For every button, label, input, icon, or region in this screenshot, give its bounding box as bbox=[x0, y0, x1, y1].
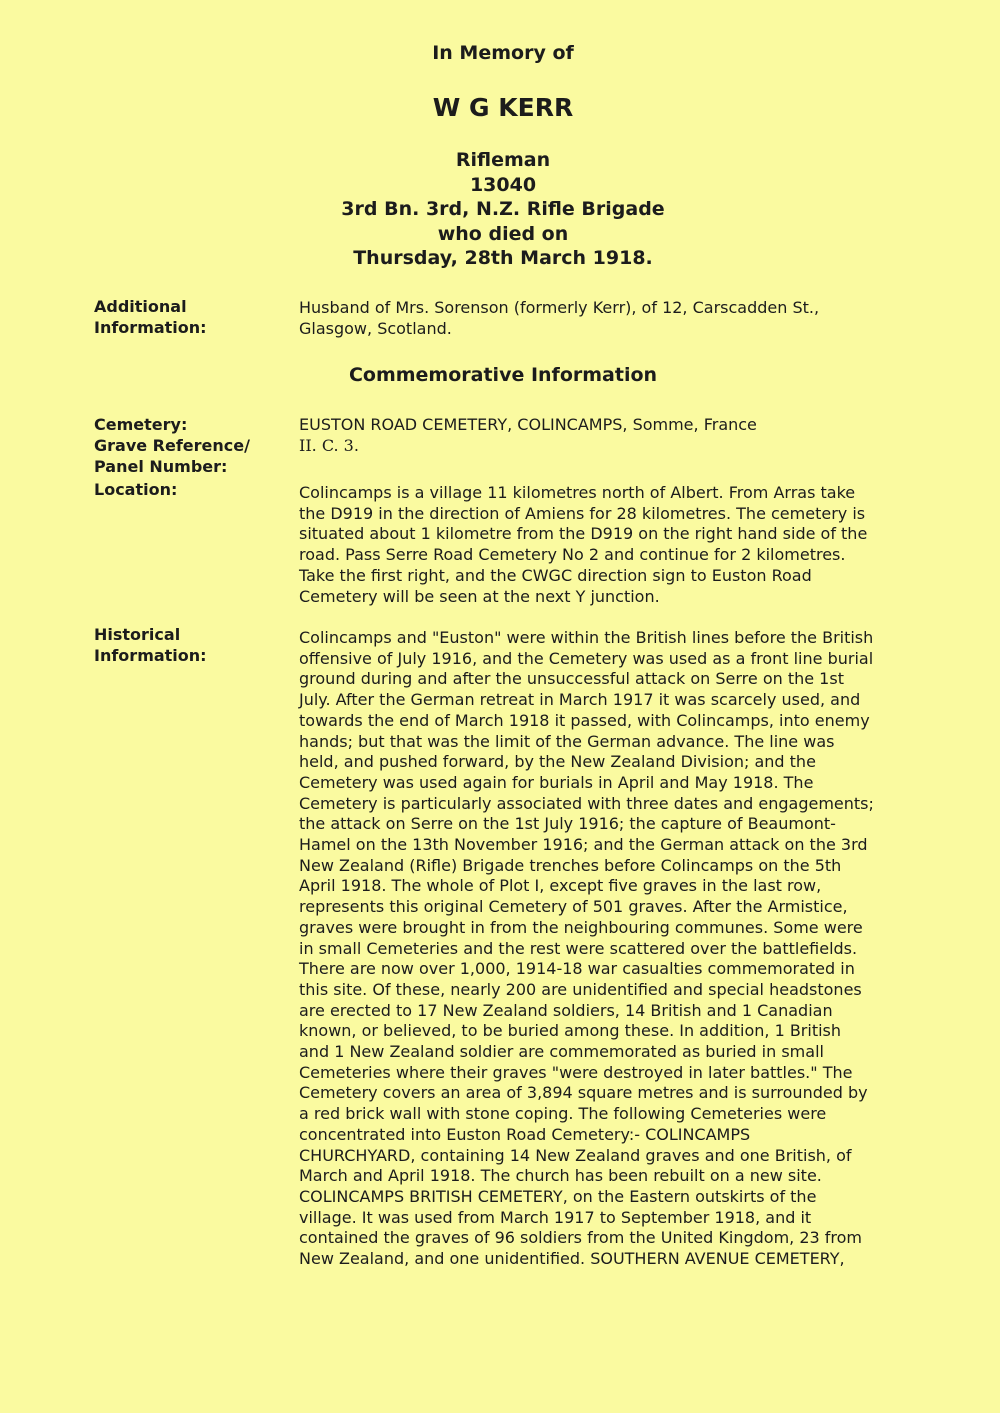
service-number: 13040 bbox=[469, 173, 537, 196]
historical-label-line: Historical bbox=[94, 625, 181, 644]
grave-label-line: Panel Number: bbox=[94, 457, 228, 476]
additional-text-line: Husband of Mrs. Sorenson (formerly Kerr), of 12, Carscadden St., bbox=[299, 298, 820, 317]
additional-label-line: Additional bbox=[94, 297, 187, 316]
historical-line: April 1918. The whole of Plot I, except five graves in the last row, bbox=[299, 876, 822, 896]
historical-information-label bbox=[94, 624, 284, 666]
historical-line: a red brick wall with stone coping. The following Cemeteries were bbox=[299, 1104, 827, 1124]
grave-label-line: Grave Reference/ bbox=[94, 436, 250, 455]
historical-line: are erected to 17 New Zealand soldiers, 14 British and 1 Canadian bbox=[299, 1000, 833, 1020]
historical-line: hands; but that was the limit of the German advance. The line was bbox=[299, 731, 835, 751]
historical-line: the attack on Serre on the 1st July 1916; the capture of Beaumont- bbox=[299, 814, 836, 834]
location-line: the D919 in the direction of Amiens for 28 kilometres. The cemetery is bbox=[299, 503, 866, 523]
additional-information-label bbox=[94, 296, 284, 338]
historical-line: ground during and after the unsuccessful attack on Serre on the 1st bbox=[299, 669, 844, 689]
location-line: situated about 1 kilometre from the D919 on the right hand side of the bbox=[299, 524, 868, 544]
historical-line: held, and pushed forward, by the New Zealand Division; and the bbox=[299, 752, 816, 772]
unit: 3rd Bn. 3rd, N.Z. Rifle Brigade bbox=[341, 198, 665, 220]
historical-line: Cemetery covers an area of 3,894 square metres and is surrounded by bbox=[299, 1083, 868, 1103]
date-of-death: Thursday, 28th March 1918. bbox=[353, 247, 653, 269]
location-label: Location: bbox=[94, 480, 178, 499]
additional-label-line: Information: bbox=[94, 318, 207, 337]
in-memory-of-heading: In Memory of bbox=[432, 42, 574, 64]
historical-line: Colincamps and "Euston" were within the British lines before the British bbox=[299, 628, 874, 647]
historical-line: Cemetery was used again for burials in April and May 1918. The bbox=[299, 772, 814, 792]
historical-line: and 1 New Zealand soldier are commemorated as buried in small bbox=[299, 1042, 824, 1062]
historical-line: New Zealand, and one unidentified. SOUTHERN AVENUE CEMETERY, bbox=[299, 1249, 845, 1269]
additional-text-line: Glasgow, Scotland. bbox=[299, 318, 452, 338]
historical-line: COLINCAMPS BRITISH CEMETERY, on the Eastern outskirts of the bbox=[299, 1186, 817, 1206]
historical-line: July. After the German retreat in March 1917 it was scarcely used, and bbox=[299, 690, 861, 710]
soldier-name: W G KERR bbox=[432, 93, 574, 122]
grave-reference-label bbox=[94, 435, 284, 477]
location-line: Colincamps is a village 11 kilometres north of Albert. From Arras take bbox=[299, 483, 856, 502]
grave-reference-value: II. C. 3. bbox=[299, 436, 359, 455]
rank: Rifleman bbox=[455, 149, 551, 171]
historical-line: March and April 1918. The church has been rebuilt on a new site. bbox=[299, 1166, 822, 1186]
location-line: road. Pass Serre Road Cemetery No 2 and continue for 2 kilometres. bbox=[299, 545, 846, 565]
historical-line: Hamel on the 13th November 1916; and the German attack on the 3rd bbox=[299, 835, 868, 855]
historical-line: New Zealand (Rifle) Brigade trenches before Colincamps on the 5th bbox=[299, 855, 842, 875]
location-line: Take the first right, and the CWGC direction sign to Euston Road bbox=[299, 565, 812, 585]
cemetery-label: Cemetery: bbox=[94, 415, 188, 434]
historical-line: village. It was used from March 1917 to September 1918, and it bbox=[299, 1207, 812, 1227]
location-text bbox=[299, 483, 919, 607]
historical-information-text bbox=[299, 628, 919, 1270]
historical-line: There are now over 1,000, 1914-18 war casualties commemorated in bbox=[299, 959, 855, 979]
historical-line: Cemetery is particularly associated with three dates and engagements; bbox=[299, 793, 874, 813]
service-details bbox=[0, 148, 1000, 271]
who-died-on: who died on bbox=[437, 222, 569, 245]
additional-information-text bbox=[299, 298, 919, 339]
cemetery-value: EUSTON ROAD CEMETERY, COLINCAMPS, Somme, France bbox=[299, 415, 757, 434]
historical-line: CHURCHYARD, containing 14 New Zealand graves and one British, of bbox=[299, 1145, 852, 1165]
historical-line: contained the graves of 96 soldiers from the United Kingdom, 23 from bbox=[299, 1228, 862, 1248]
historical-line: offensive of July 1916, and the Cemetery was used as a front line burial bbox=[299, 648, 874, 668]
historical-line: concentrated into Euston Road Cemetery:- COLINCAMPS bbox=[299, 1124, 751, 1144]
historical-line: this site. Of these, nearly 200 are unidentified and special headstones bbox=[299, 979, 862, 999]
commemorative-information-title: Commemorative Information bbox=[348, 364, 658, 386]
historical-line: represents this original Cemetery of 501 graves. After the Armistice, bbox=[299, 897, 848, 917]
historical-line: Cemeteries where their graves "were destroyed in later battles." The bbox=[299, 1062, 853, 1082]
historical-line: known, or believed, to be buried among these. In addition, 1 British bbox=[299, 1021, 842, 1041]
historical-label-line: Information: bbox=[94, 646, 207, 665]
historical-line: towards the end of March 1918 it passed, with Colincamps, into enemy bbox=[299, 710, 870, 730]
historical-line: graves were brought in from the neighbouring communes. Some were bbox=[299, 917, 863, 937]
historical-line: in small Cemeteries and the rest were scattered over the battlefields. bbox=[299, 938, 858, 958]
location-line: Cemetery will be seen at the next Y junction. bbox=[299, 586, 660, 606]
